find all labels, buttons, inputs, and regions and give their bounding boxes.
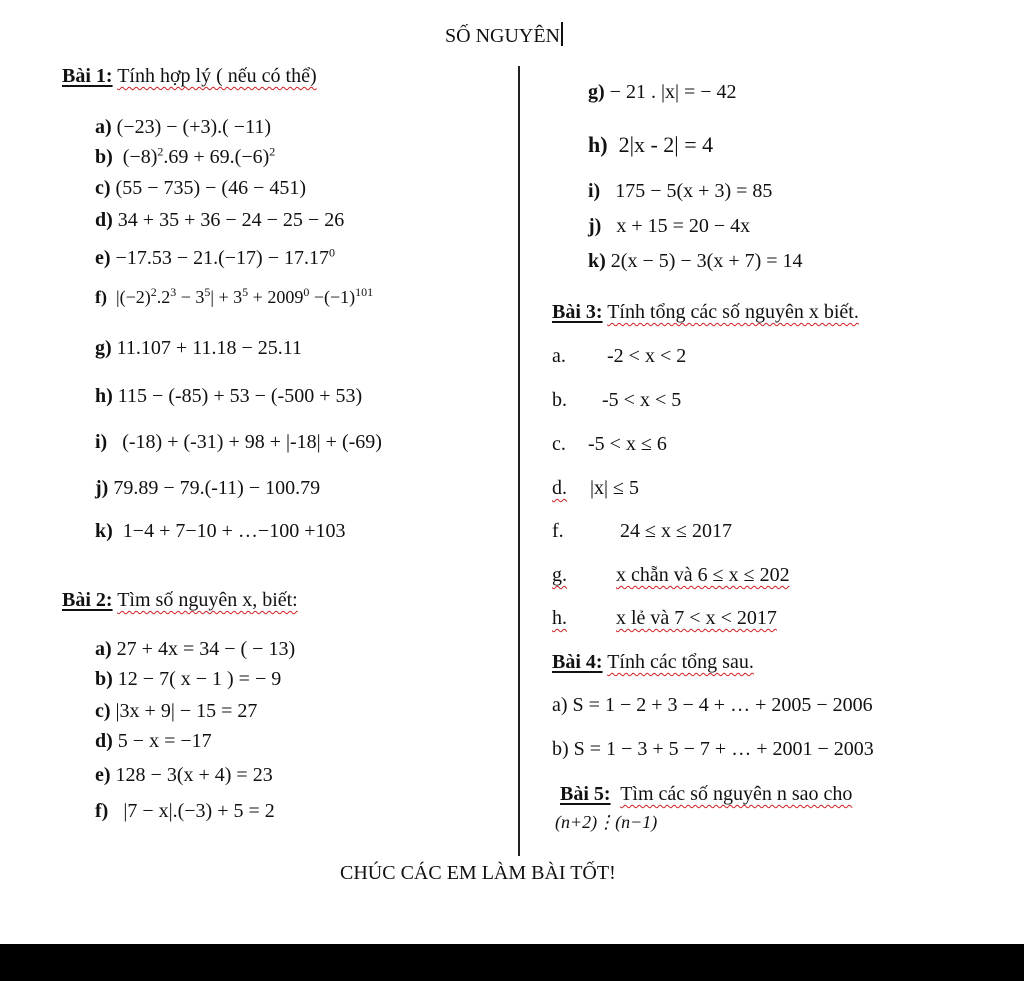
bai1-item-k: k) 1−4 + 7−10 + …−100 +103: [95, 520, 346, 542]
bai3-item-h: h. x lẻ và 7 < x < 2017: [552, 607, 777, 629]
bai1-item-c: c) (55 − 735) − (46 − 451): [95, 177, 307, 199]
bai4-item-a: a) S = 1 − 2 + 3 − 4 + … + 2005 − 2006: [552, 694, 873, 716]
bai3-item-d: d. |x| ≤ 5: [552, 477, 639, 499]
bai2-item-h: h) 2|x - 2| = 4: [588, 132, 714, 157]
text-cursor: [561, 22, 563, 46]
bai1-item-d: d) 34 + 35 + 36 − 24 − 25 − 26: [95, 209, 345, 231]
bai1-heading: Bài 1: Tính hợp lý ( nếu có thể): [62, 65, 317, 87]
page-title: SỐ NGUYÊN: [445, 22, 563, 46]
column-divider: [518, 66, 520, 856]
bai2-item-f: f) |7 − x|.(−3) + 5 = 2: [95, 800, 275, 822]
bai3-item-c: c. -5 < x ≤ 6: [552, 433, 667, 455]
bai1-item-b: b) $(-8)^2.69 + 69.(-6)^2$: [95, 144, 276, 168]
bai3-item-f: f. 24 ≤ x ≤ 2017: [552, 520, 732, 542]
bai1-item-h: h) 115 − (-85) + 53 − (-500 + 53): [95, 385, 363, 407]
closing-message: CHÚC CÁC EM LÀM BÀI TỐT!: [340, 862, 616, 884]
bai2-item-d: d) 5 − x = −17: [95, 730, 212, 752]
bai1-item-g: g) 11.107 + 11.18 − 25.11: [95, 337, 303, 359]
bai1-item-f: f) $|(-2)^2.2^3 - 3^5| + 3^5 + 2009^0 -(-1)^{101}$: [95, 285, 374, 307]
bai3-item-a: a. -2 < x < 2: [552, 345, 687, 367]
bai5-heading: Bài 5: Tìm các số nguyên n sao cho: [560, 783, 853, 805]
bai5-expression: (n+2)⋮(n−1): [555, 812, 658, 832]
bai3-item-g: g. x chẵn và 6 ≤ x ≤ 202: [552, 564, 790, 586]
bai4-heading: Bài 4: Tính các tổng sau.: [552, 651, 754, 673]
bai2-item-j: j) x + 15 = 20 − 4x: [588, 215, 751, 237]
bai1-item-j: j) 79.89 − 79.(-11) − 100.79: [95, 477, 321, 499]
bai1-item-e: $e) -17.53 - 21.(-17) - 17.17^0$: [95, 245, 335, 269]
bai2-item-k: k) 2(x − 5) − 3(x + 7) = 14: [588, 250, 803, 272]
bai2-item-c: c) |3x + 9| − 15 = 27: [95, 700, 258, 722]
bai3-item-b: b. -5 < x < 5: [552, 389, 682, 411]
bai2-item-g: g) − 21 . |x| = − 42: [588, 81, 737, 103]
bai4-item-b: b) S = 1 − 3 + 5 − 7 + … + 2001 − 2003: [552, 738, 874, 760]
bai2-heading: Bài 2: Tìm số nguyên x, biết:: [62, 589, 298, 611]
bai2-item-i: i) 175 − 5(x + 3) = 85: [588, 180, 773, 202]
bai1-item-a: a) (−23) − (+3).( −11): [95, 116, 272, 138]
bai2-item-a: a) 27 + 4x = 34 − ( − 13): [95, 638, 296, 660]
bai1-item-i: i) (-18) + (-31) + 98 + |-18| + (-69): [95, 431, 382, 453]
bai3-heading: Bài 3: Tính tổng các số nguyên x biết.: [552, 301, 859, 323]
bai2-item-e: e) 128 − 3(x + 4) = 23: [95, 764, 273, 786]
bai2-item-b: b) 12 − 7( x − 1 ) = − 9: [95, 668, 282, 690]
bottom-black-bar: [0, 944, 1024, 981]
